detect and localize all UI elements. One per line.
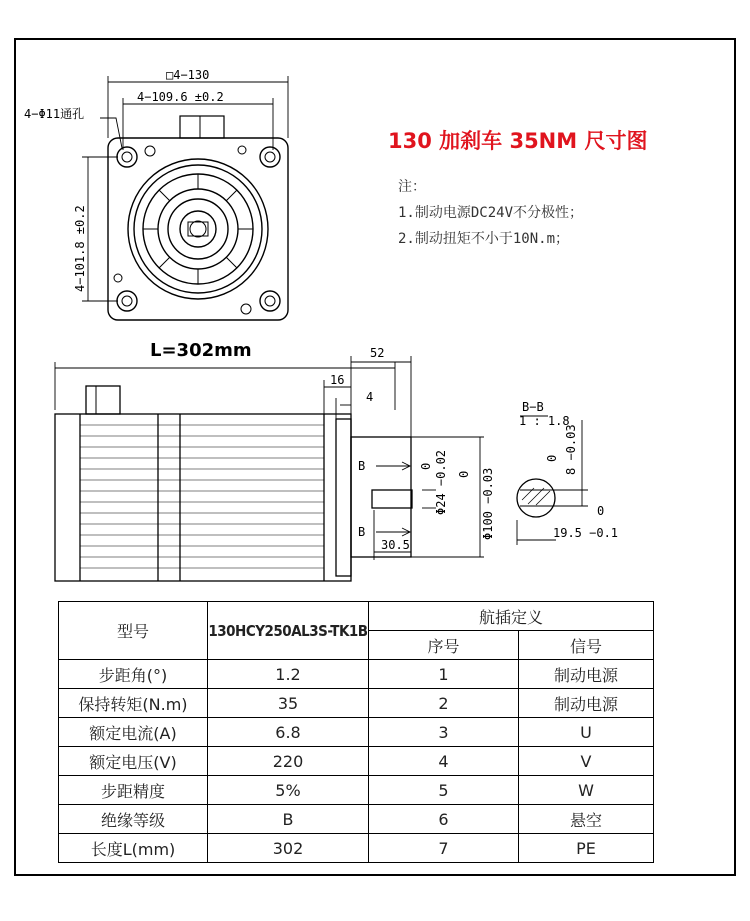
dim-square: □4−130 [166, 68, 210, 82]
row-signal: 悬空 [519, 805, 654, 834]
dim-depth-tol: 0 [597, 504, 605, 518]
section-scale: 1 : 1.8 [519, 414, 570, 428]
row-pin: 7 [369, 834, 519, 863]
dim-holes-y: 4−101.8 ±0.2 [73, 205, 87, 292]
row-signal: V [519, 747, 654, 776]
dim-holes-x: 4−109.6 ±0.2 [137, 90, 224, 104]
row-pin: 1 [369, 660, 519, 689]
dim-depth: 19.5 −0.1 [553, 526, 619, 540]
dim-key: 8 −0.03 [564, 424, 578, 475]
section-label: B−B [522, 400, 544, 414]
row-value: 302 [208, 834, 369, 863]
notes-heading: 注： [398, 179, 426, 195]
row-value: 220 [208, 747, 369, 776]
row-value: B [208, 805, 369, 834]
row-signal: W [519, 776, 654, 805]
table-row [59, 718, 654, 747]
row-value: 1.2 [208, 660, 369, 689]
section-b-bottom: B [358, 525, 366, 539]
spec-table [58, 601, 654, 863]
row-signal: 制动电源 [519, 689, 654, 718]
dim-pilot: Φ100 −0.03 [481, 467, 495, 540]
row-pin: 6 [369, 805, 519, 834]
side-view-dims [330, 346, 495, 552]
row-param: 绝缘等级 [59, 805, 208, 834]
dim-16: 16 [330, 373, 345, 387]
row-pin: 5 [369, 776, 519, 805]
row-value: 6.8 [208, 718, 369, 747]
note-1: 1.制动电源DC24V不分极性； [398, 205, 584, 221]
table-header-row [59, 602, 654, 631]
header-connector: 航插定义 [369, 602, 654, 631]
mounting-holes [114, 146, 280, 314]
dim-30-5: 30.5 [381, 538, 410, 552]
front-view [82, 76, 288, 320]
table-row [59, 834, 654, 863]
row-signal: 制动电源 [519, 660, 654, 689]
section-b-top: B [358, 459, 366, 473]
dim-shaft-tol: 0 [419, 462, 433, 470]
header-signal: 信号 [519, 631, 654, 660]
table-row [59, 689, 654, 718]
length-label: L=302mm [150, 340, 252, 361]
row-param: 步距角(°) [59, 660, 208, 689]
table-row [59, 660, 654, 689]
header-model-label: 型号 [59, 602, 208, 660]
row-pin: 4 [369, 747, 519, 776]
model-number: 130HCY250AL3S-TK1B [208, 602, 369, 660]
row-signal: U [519, 718, 654, 747]
row-param: 长度L(mm) [59, 834, 208, 863]
row-pin: 2 [369, 689, 519, 718]
header-pin: 序号 [369, 631, 519, 660]
row-signal: PE [519, 834, 654, 863]
note-2: 2.制动扭矩不小于10N.m； [398, 231, 570, 247]
dim-shaft: Φ24 −0.02 [434, 449, 448, 515]
row-value: 35 [208, 689, 369, 718]
row-param: 保持转矩(N.m) [59, 689, 208, 718]
row-param: 步距精度 [59, 776, 208, 805]
hole-label: 4−Φ11通孔 [24, 107, 85, 121]
dim-52: 52 [370, 346, 385, 360]
dim-pilot-tol: 0 [457, 470, 471, 478]
dim-key-tol: 0 [545, 454, 559, 462]
notes-block [398, 174, 583, 252]
drawing-title: 130 加刹车 35NM 尺寸图 [388, 129, 648, 153]
cooling-fins [80, 425, 324, 568]
dim-4: 4 [366, 390, 374, 404]
row-pin: 3 [369, 718, 519, 747]
table-row [59, 747, 654, 776]
row-param: 额定电流(A) [59, 718, 208, 747]
row-param: 额定电压(V) [59, 747, 208, 776]
table-row [59, 776, 654, 805]
section-view-dims [519, 400, 618, 540]
row-value: 5% [208, 776, 369, 805]
table-row [59, 805, 654, 834]
